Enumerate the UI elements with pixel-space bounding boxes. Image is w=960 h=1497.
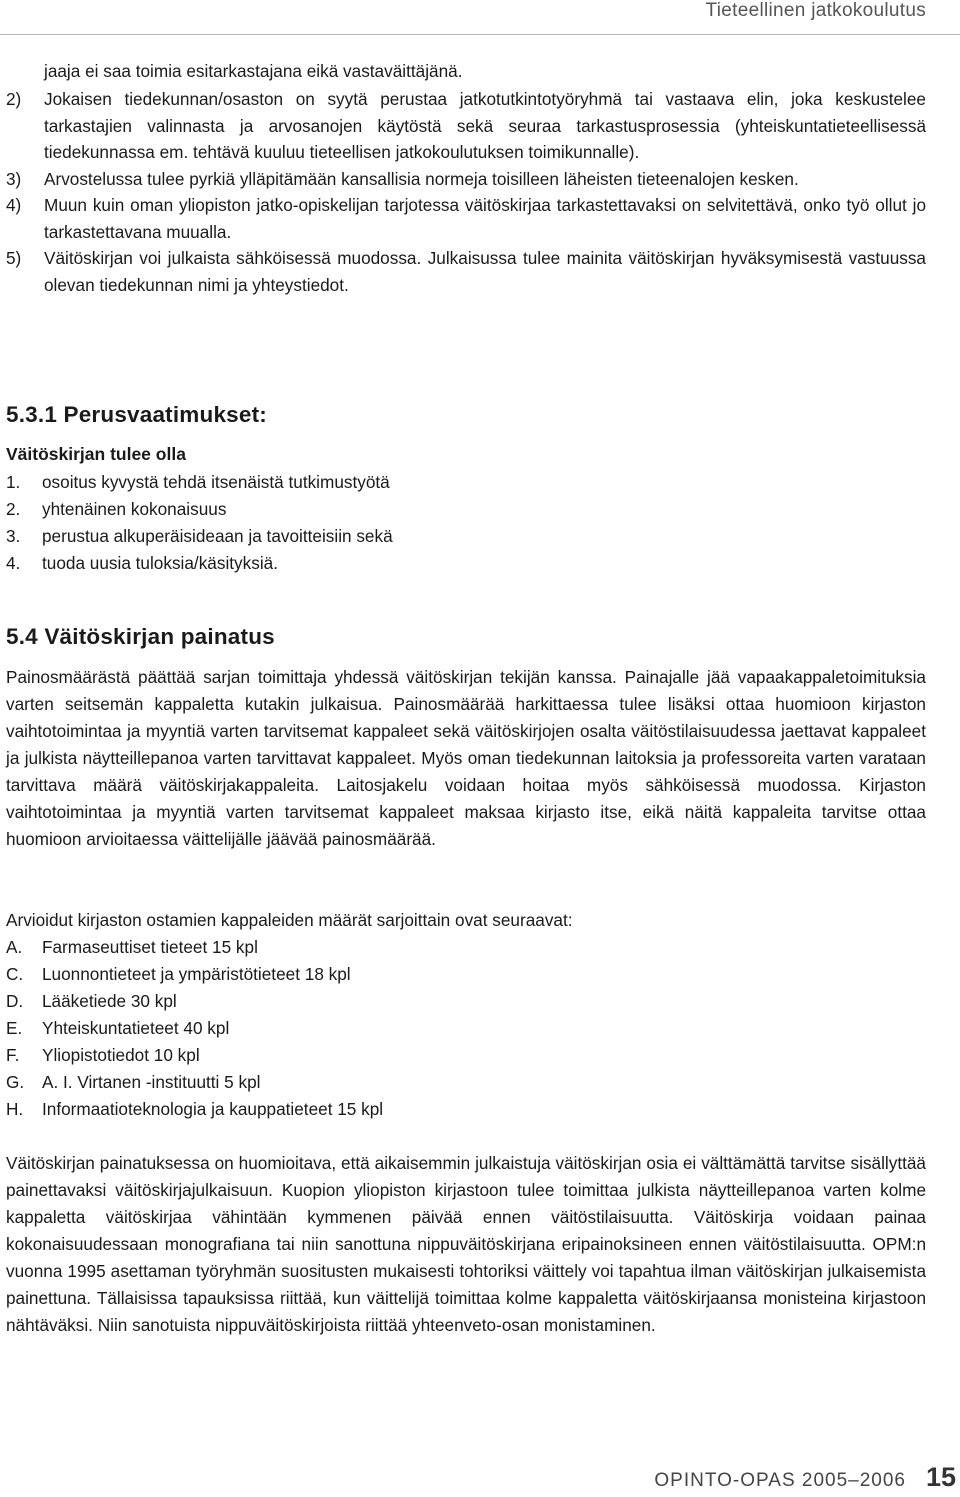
list-text: osoitus kyvystä tehdä itsenäistä tutkimustyötä <box>42 472 390 492</box>
series-list <box>6 934 383 1123</box>
page-footer <box>0 1462 960 1497</box>
page-header <box>0 0 960 38</box>
list-marker: A. <box>6 937 23 957</box>
list-marker: 2) <box>6 89 22 109</box>
section-heading-531: 5.3.1 Perusvaatimukset: <box>6 402 267 427</box>
list-text: Informaatioteknologia ja kauppatieteet 15 kpl <box>42 1099 384 1119</box>
list-marker: G. <box>6 1072 25 1092</box>
list-item <box>6 961 383 988</box>
list-text: perustua alkuperäisideaan ja tavoitteisiin sekä <box>42 526 393 546</box>
list-text: Jokaisen tiedekunnan/osaston on syytä perustaa jatkotutkintotyöryhmä tai vastaava elin, joka keskustelee tarkastajien valinnasta ja arvosanojen käytöstä sekä seuraa tarkastusprosessia (yhteiskuntatieteellisessä tiedekunnassa em. tehtävä kuuluu tieteellisen jatkokoulutuksen toimikunnalle). <box>44 89 926 162</box>
list-item <box>6 988 383 1015</box>
series-list-intro: Arvioidut kirjaston ostamien kappaleiden määrät sarjoittain ovat seuraavat: <box>6 910 573 930</box>
list-text: Arvostelussa tulee pyrkiä ylläpitämään kansallisia normeja toisilleen läheisten tieteenalojen kesken. <box>44 168 799 189</box>
requirements-list <box>6 469 393 577</box>
list-marker: 2. <box>6 499 21 519</box>
list-text: A. I. Virtanen -instituutti 5 kpl <box>42 1072 261 1092</box>
list-text: Luonnontieteet ja ympäristötieteet 18 kpl <box>42 964 351 984</box>
list-text: tuoda uusia tuloksia/käsityksiä. <box>42 553 278 573</box>
list-item <box>6 1042 383 1069</box>
list-text: Farmaseuttiset tieteet 15 kpl <box>42 937 258 957</box>
section-subheading: Väitöskirjan tulee olla <box>6 444 186 464</box>
list-item <box>6 496 393 523</box>
list-marker: 1. <box>6 472 21 492</box>
list-marker: 4. <box>6 553 21 573</box>
intro-list <box>6 86 926 298</box>
list-text: Lääketiede 30 kpl <box>42 991 177 1011</box>
list-marker: 3. <box>6 526 21 546</box>
list-text: Muun kuin oman yliopiston jatko-opiskelijan tarjotessa väitöskirjaa tarkastettavaksi on selvitettävä, onko työ ollut jo tarkastettavana muualla. <box>44 195 926 242</box>
intro-continuation: jaaja ei saa toimia esitarkastajana eikä vastaväittäjänä. <box>44 61 463 81</box>
list-item <box>6 192 926 245</box>
list-item <box>6 523 393 550</box>
list-item <box>6 1069 383 1096</box>
list-marker: C. <box>6 964 24 984</box>
list-text: Yhteiskuntatieteet 40 kpl <box>42 1018 230 1038</box>
printing-paragraph-1: Painosmäärästä päättää sarjan toimittaja yhdessä väitöskirjan tekijän kanssa. Painajalle jää vapaakappaletoimituksia varten seitsemän kappaletta kutakin julkaisua. Painosmäärää harkittaessa tulee lisäksi ottaa huomioon kirjaston vaihtotoimintaa ja myyntiä varten tarvitsemat kappaleet sekä väitöskirjojen osalta väitöstilaisuudessa jaettavat kappaleet ja julkista näytteillepanoa varten tarvittavat kappaleet. Myös oman tiedekunnan laitoksia ja professoreita varten varataan tarvittava määrä väitöskirjakappaleita. Laitosjakelu voidaan hoitaa myös sähköisessä muodossa. Kirjaston vaihtotoimintaa ja myyntiä varten tarvitsemat kappaleet maksaa kirjasto itse, eikä näitä kappaleita tarvitse ottaa huomioon arvioitaessa väittelijälle jäävää painosmäärää. <box>6 667 926 849</box>
list-marker: F. <box>6 1045 20 1065</box>
list-item <box>6 550 393 577</box>
list-marker: H. <box>6 1099 24 1119</box>
list-text: Väitöskirjan voi julkaista sähköisessä muodossa. Julkaisussa tulee mainita väitöskirjan hyväksymisestä vastuussa olevan tiedekunnan nimi ja yhteystiedot. <box>44 248 926 295</box>
list-text: Yliopistotiedot 10 kpl <box>42 1045 200 1065</box>
list-item <box>6 1015 383 1042</box>
section-heading-54: 5.4 Väitöskirjan painatus <box>6 624 275 649</box>
list-marker: 5) <box>6 248 22 268</box>
page-number: 15 <box>925 1462 956 1492</box>
footer-title: OPINTO-OPAS 2005–2006 <box>654 1470 906 1491</box>
list-text: yhtenäinen kokonaisuus <box>42 499 227 519</box>
printing-paragraph-2: Väitöskirjan painatuksessa on huomioitava, että aikaisemmin julkaistuja väitöskirjan osia ei välttämättä tarvitse sisällyttää painettavaksi väitöskirjajulkaisuun. Kuopion yliopiston kirjastoon tulee toimittaa julkista näytteillepanoa varten kolme kappaletta väitöskirjaa vähintään kymmenen päivää ennen väitöstilaisuutta. Väitöskirja voidaan painaa kokonaisuudessaan monografiana tai niin sanottuna nippuväitöskirjana eripainoksineen ennen väitöstilaisuutta. OPM:n vuonna 1995 asettaman työryhmän suositusten mukaisesti tohtoriksi väittely voi tapahtua ilman väitöskirjan julkaisemista painettuna. Tällaisissa tapauksissa riittää, kun väittelijä toimittaa kolme kappaletta väitöskirjaansa monisteina kirjastoon nähtäväksi. Niin sanotuista nippuväitöskirjoista riittää yhteenveto-osan monistaminen. <box>6 1153 926 1335</box>
header-title: Tieteellinen jatkokoulutus <box>705 0 926 21</box>
list-item <box>6 469 393 496</box>
header-divider <box>0 34 960 35</box>
list-item <box>6 86 926 166</box>
list-marker: 3) <box>6 168 22 189</box>
list-item <box>6 166 926 193</box>
list-marker: 4) <box>6 195 22 215</box>
list-marker: E. <box>6 1018 23 1038</box>
list-item <box>6 1096 383 1123</box>
list-marker: D. <box>6 991 24 1011</box>
list-item <box>6 934 383 961</box>
list-item <box>6 245 926 298</box>
